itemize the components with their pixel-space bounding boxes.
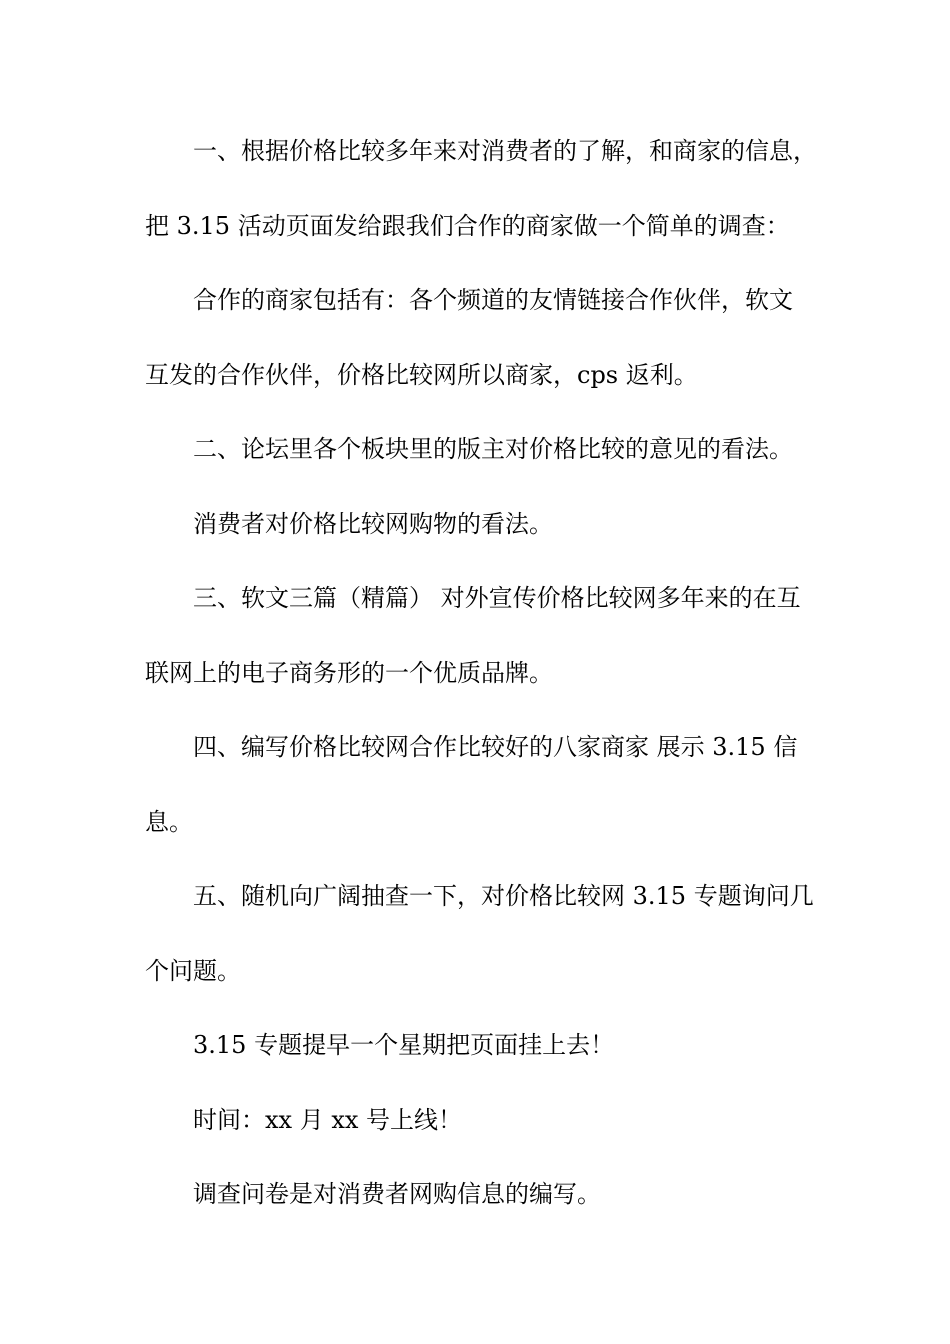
paragraph-8: 3.15 专题提早一个星期把页面挂上去！ (193, 1031, 615, 1059)
paragraph-6-line-1: 四、编写价格比较网合作比较好的八家商家 展示 3.15 信 (193, 733, 798, 761)
paragraph-4: 消费者对价格比较网购物的看法。 (193, 510, 553, 538)
paragraph-6-line-2: 息。 (145, 808, 193, 836)
paragraph-5-line-1: 三、软文三篇（精篇） 对外宣传价格比较网多年来的在互 (193, 584, 801, 612)
paragraph-7-line-2: 个问题。 (145, 957, 241, 985)
paragraph-9: 时间：xx 月 xx 号上线！ (193, 1106, 463, 1134)
paragraph-1-line-1: 一、根据价格比较多年来对消费者的了解，和商家的信息， (193, 137, 817, 165)
paragraph-2-line-1: 合作的商家包括有：各个频道的友情链接合作伙伴，软文 (193, 286, 793, 314)
paragraph-10: 调查问卷是对消费者网购信息的编写。 (193, 1180, 601, 1208)
paragraph-5-line-2: 联网上的电子商务形的一个优质品牌。 (145, 659, 553, 687)
paragraph-1-line-2: 把 3.15 活动页面发给跟我们合作的商家做一个简单的调查： (145, 212, 790, 240)
paragraph-3: 二、论坛里各个板块里的版主对价格比较的意见的看法。 (193, 435, 793, 463)
paragraph-7-line-1: 五、随机向广阔抽查一下，对价格比较网 3.15 专题询问几 (193, 882, 814, 910)
paragraph-2-line-2: 互发的合作伙伴，价格比较网所以商家，cps 返利。 (145, 361, 698, 389)
